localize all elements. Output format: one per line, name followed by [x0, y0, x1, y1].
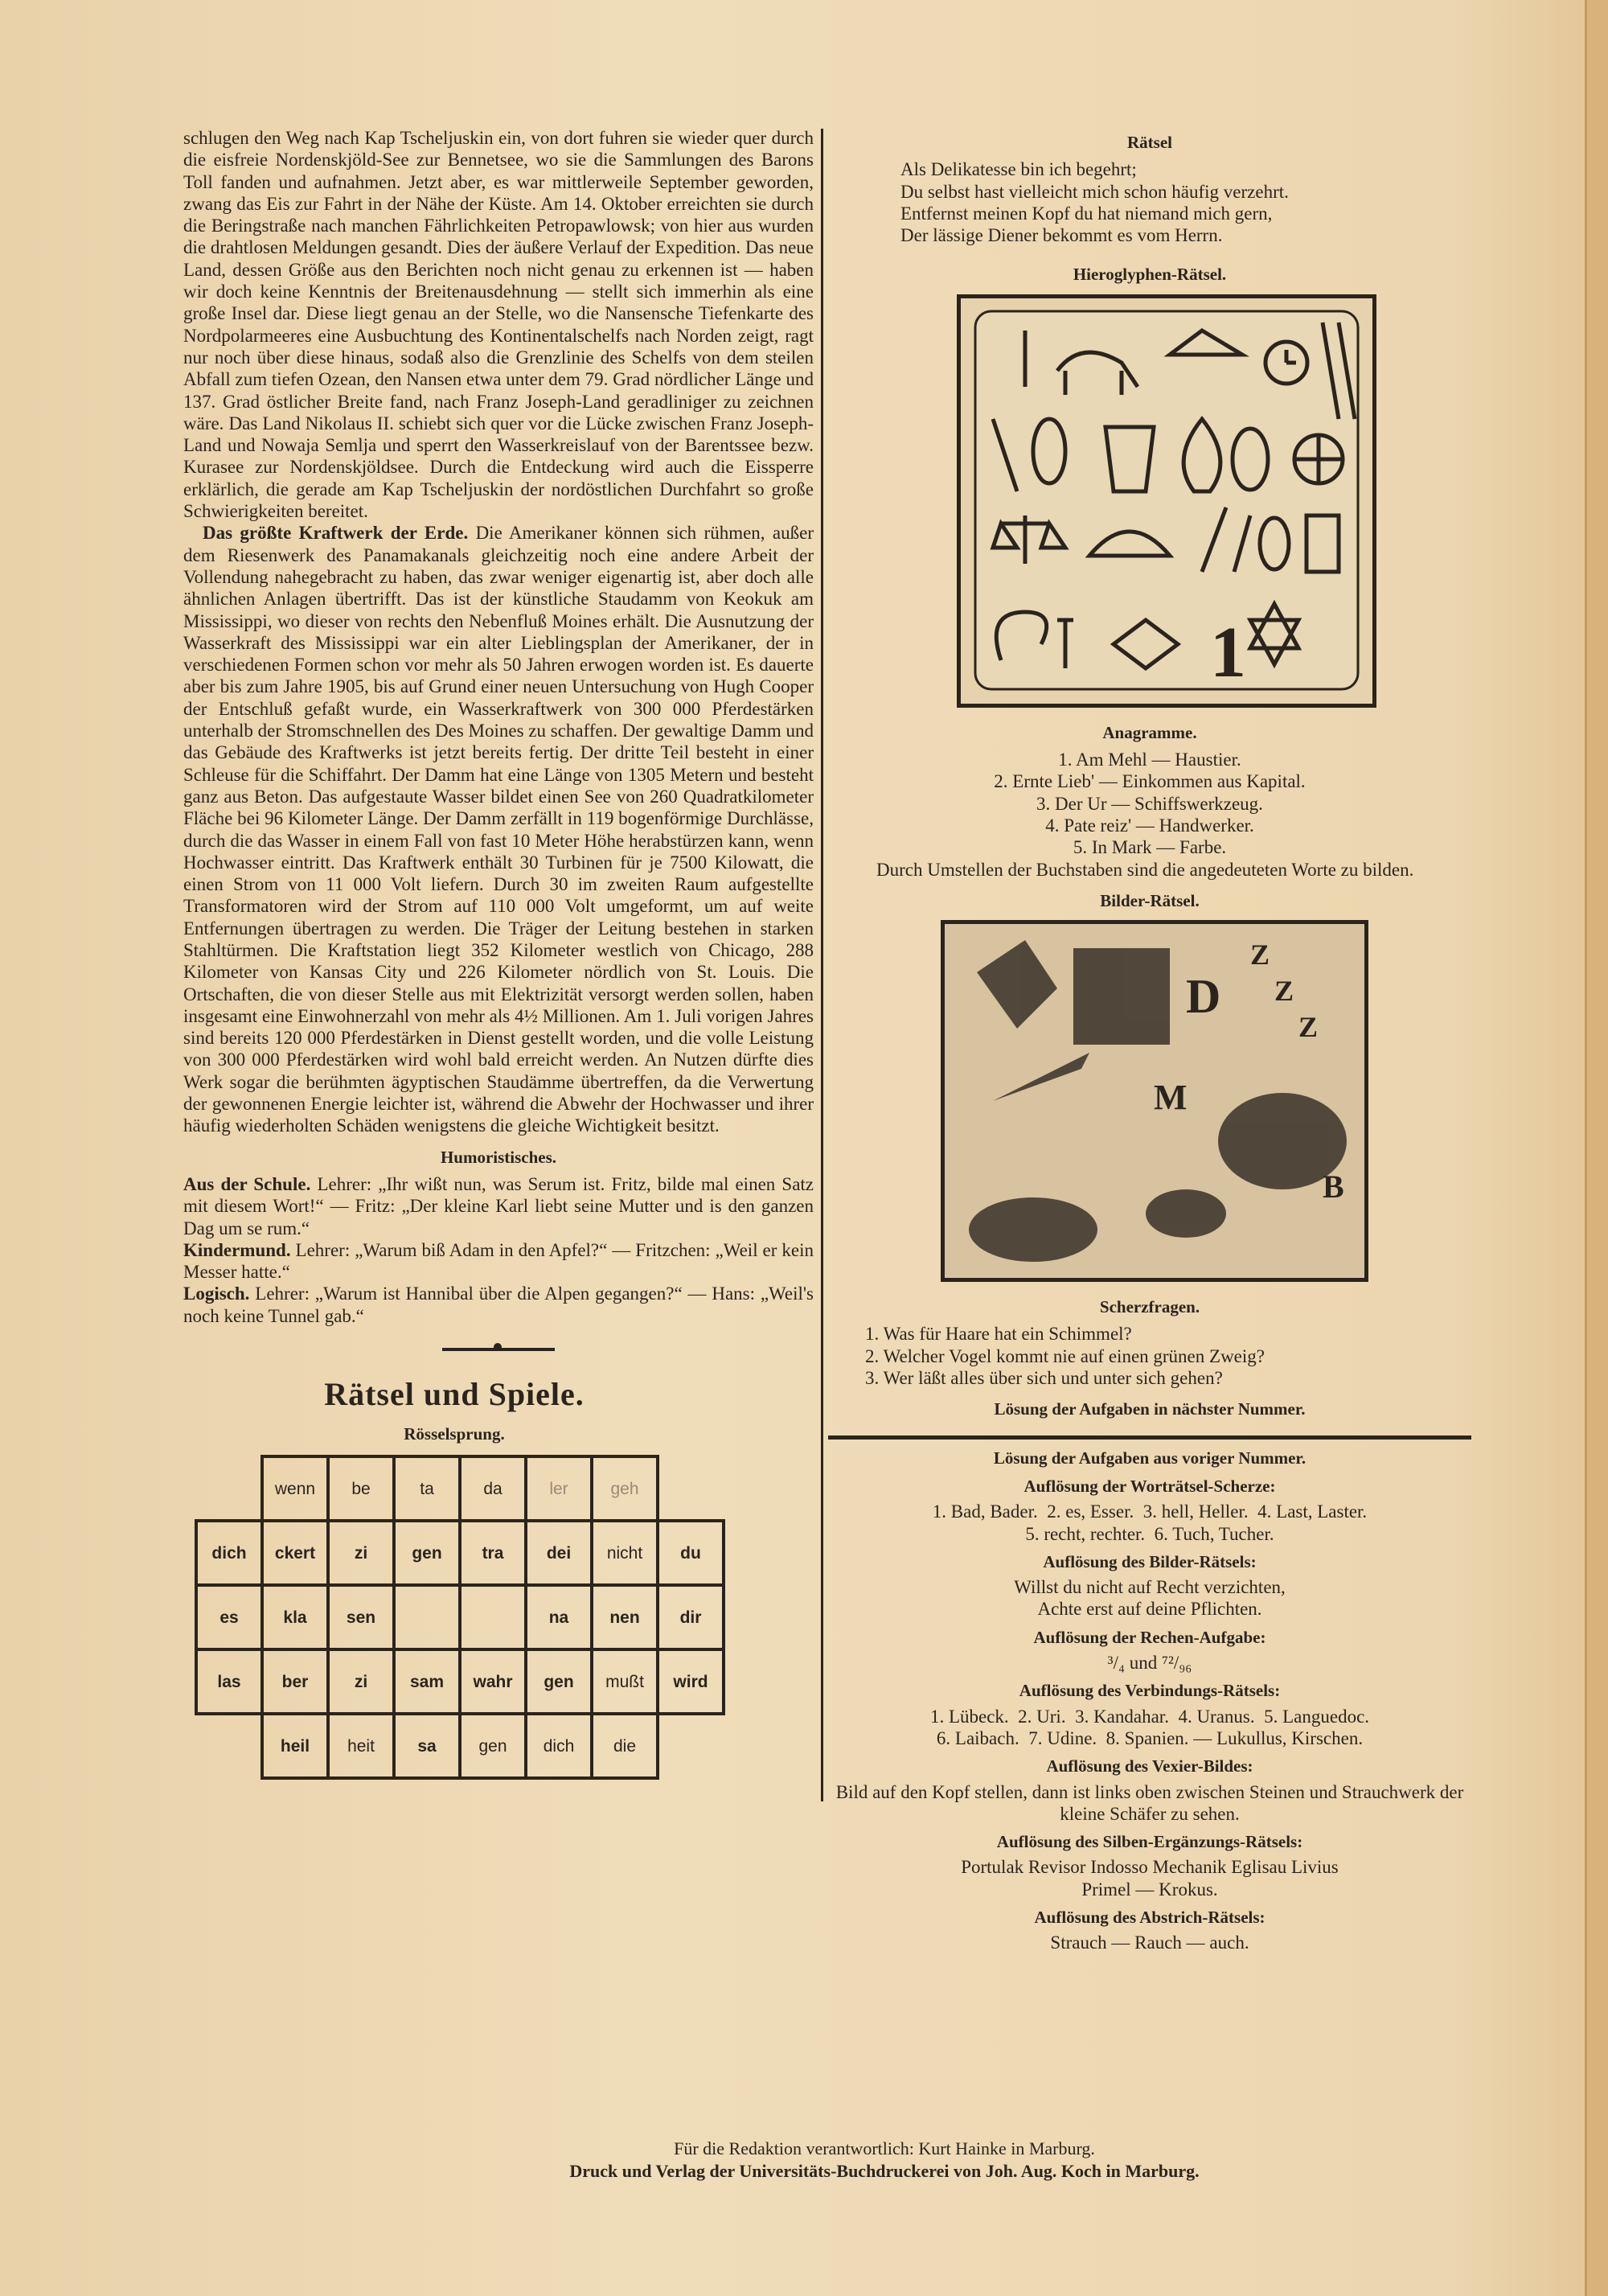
joke — [183, 1283, 814, 1327]
jest-item: 2. Welcher Vogel kommt nie auf einen grünen Zweig? — [865, 1345, 1265, 1366]
joke-text: Lehrer: „Ihr wißt nun, was Serum ist. Fritz, bilde mal einen Satz mit diesem Wort!“ — Fritz: „Der kleine Karl liebt seine Mutter und is den ganzen Dag um se rum.“ — [183, 1173, 814, 1238]
solution-heading: Auflösung des Silben-Ergänzungs-Rätsels: — [996, 1832, 1303, 1852]
jest-list — [828, 1323, 1471, 1389]
hieroglyph-puzzle-image — [957, 294, 1376, 708]
letter-glyph: Z — [1298, 1011, 1319, 1044]
kraftwerk-article — [183, 522, 814, 1136]
anagram-item: 2. Ernte Lieb' — Einkommen aus Kapital. — [994, 771, 1306, 792]
grid-cell: nen — [592, 1585, 658, 1649]
grid-cell: gen — [394, 1521, 460, 1585]
left-column — [183, 127, 814, 1780]
solution-heading: Auflösung des Vexier-Bildes: — [1046, 1756, 1253, 1776]
grid-cell: da — [460, 1456, 526, 1521]
grid-cell: ler — [526, 1456, 592, 1521]
solution-heading: Auflösung des Abstrich-Rätsels: — [1034, 1907, 1265, 1927]
grid-cell: sen — [328, 1585, 394, 1649]
verse-line: Der lässige Diener bekommt es vom Herrn. — [900, 225, 1223, 246]
letter-glyph: M — [1154, 1078, 1188, 1118]
grid-cell: zi — [328, 1521, 394, 1585]
page-edge — [1585, 0, 1608, 2296]
grid-row — [196, 1585, 724, 1649]
grid-cell: dei — [526, 1521, 592, 1585]
grid-gap — [196, 1456, 262, 1521]
hieroglyph-heading: Hieroglyphen-Rätsel. — [1073, 265, 1227, 285]
grid-gap — [196, 1714, 262, 1778]
next-issue-note: Lösung der Aufgaben in nächster Nummer. — [994, 1399, 1306, 1419]
riddle-heading: Rätsel — [1127, 133, 1172, 152]
grid-cell: mußt — [592, 1649, 658, 1714]
solution-line: Portulak Revisor Indosso Mechanik Eglisau Livius — [961, 1857, 1339, 1878]
solution-line: Willst du nicht auf Recht verzichten, — [1014, 1577, 1286, 1598]
grid-cell: ta — [394, 1456, 460, 1521]
knight-puzzle-grid — [195, 1455, 725, 1780]
expedition-article: schlugen den Weg nach Kap Tscheljuskin ein, von dort fuhren sie wieder quer durch die eisfreie Nordenskjöld-See zur Bennetsee, wo sie die Sammlungen des Barons Toll fanden und aufnahmen. Jetzt aber, es war mittlerweile September geworden, zwang das Eis zur Fahrt in der Nähe der Küste. Am 14. Oktober erreichten sie durch die Beringstraße nach manchen Fährlichkeiten Petropawlowsk; von hier aus wurden die drahtlosen Meldungen gesandt. Dies der äußere Verlauf der Expedition. Das neue Land, dessen Größe aus den Berichten noch nicht genau zu erkennen ist — haben wir doch keine Kenntnis der Breitenausdehnung — stellt sich immerhin als eine große Insel dar. Diese liegt genau an der Stelle, wo die Nansensche Tiefenkarte des Nordpolarmeeres eine Ausbuchtung des Kontinentalschelfs nach Norden zeigt, ragt nur noch über diese hinaus, sodaß also die Grenzlinie des Schelfs von dem steilen Abfall zum tiefen Ozean, den Nansen etwa unter dem 79. Grad nördlicher Länge und 137. Grad östlicher Breite fand, nach Franz Joseph-Land geradliniger zu zeichnen wäre. Das Land Nikolaus II. schiebt sich quer vor die Lücke zwischen Franz Joseph-Land und Nowaja Semlja und sperrt den Wasserkreislauf von der Barentssee bezw. Kurasee zur Nordenskjöldsee. Durch die Entdeckung wird auch die Eissperre erklärlich, die gerade am Kap Tscheljuskin der nordöstlichen Durchfahrt so große Schwierigkeiten bereitet. — [183, 128, 814, 522]
joke-title: Kindermund. — [183, 1239, 291, 1260]
anagram-instruction: Durch Umstellen der Buchstaben sind die angedeuteten Worte zu bilden. — [876, 859, 1414, 880]
grid-cell: du — [658, 1521, 724, 1585]
grid-cell: wird — [658, 1649, 724, 1714]
grid-cell: nicht — [592, 1521, 658, 1585]
solution-line: 1. Lübeck. 2. Uri. 3. Kandahar. 4. Uranus. 5. Languedoc. — [929, 1706, 1370, 1727]
picture-puzzle-heading: Bilder-Rätsel. — [1100, 890, 1200, 910]
letter-glyph: D — [1186, 970, 1221, 1024]
grid-row — [196, 1456, 724, 1521]
solution-line: 6. Laibach. 7. Udine. 8. Spanien. — Lukullus, Kirschen. — [936, 1727, 1364, 1748]
picture-puzzle-drawing — [945, 924, 1364, 1278]
grid-cell: geh — [592, 1456, 658, 1521]
grid-cell: be — [328, 1456, 394, 1521]
joke — [183, 1173, 814, 1239]
solution-line: ³/₄ und ⁷²/₉₆ — [1107, 1653, 1192, 1674]
imprint — [322, 2138, 1447, 2183]
grid-cell: ber — [262, 1649, 328, 1714]
solution-heading: Auflösung des Verbindungs-Rätsels: — [1019, 1681, 1281, 1701]
grid-gap — [658, 1456, 724, 1521]
grid-cell: wahr — [460, 1649, 526, 1714]
solutions-section — [828, 1448, 1471, 1954]
verse-line: Als Delikatesse bin ich begehrt; — [900, 159, 1137, 180]
grid-cell: dich — [526, 1714, 592, 1778]
knight-puzzle-title: Rösselsprung. — [404, 1424, 505, 1444]
grid-cell: gen — [460, 1714, 526, 1778]
solution-line: Primel — Krokus. — [1081, 1879, 1218, 1900]
publisher-line: Druck und Verlag der Universitäts-Buchdruckerei von Joh. Aug. Koch in Marburg. — [569, 2161, 1200, 2181]
grid-row — [196, 1521, 724, 1585]
grid-cell: heil — [262, 1714, 328, 1778]
editor-line: Für die Redaktion verantwortlich: Kurt Hainke in Marburg. — [674, 2138, 1095, 2158]
grid-row — [196, 1649, 724, 1714]
hat-icon — [1146, 1189, 1226, 1238]
ornament-divider — [442, 1348, 555, 1351]
jest-item: 1. Was für Haare hat ein Schimmel? — [865, 1324, 1132, 1345]
solution-heading: Auflösung der Rechen-Aufgabe: — [1033, 1627, 1266, 1647]
jest-item: 3. Wer läßt alles über sich und unter sich gehen? — [865, 1368, 1223, 1389]
anagram-list — [828, 749, 1471, 858]
anagram-item: 3. Der Ur — Schiffswerkzeug. — [1036, 793, 1263, 814]
joke-title: Aus der Schule. — [183, 1173, 311, 1194]
article-body: Die Amerikaner können sich rühmen, außer dem Riesenwerk des Panamakanals gleichzeitig noch eine andere Arbeit der Vollendung nahegebracht zu haben, das zwar weniger eigenartig ist, aber doch alle ähnlichen Anlagen übertrifft. Das ist der künstliche Staudamm von Keokuk am Mississippi, wo dieser von rechts den Nebenfluß Moines erhält. Die Ausnutzung der Wasserkraft des Mississippi war ein alter Lieblingsplan der Amerikaner, der in verschiedenen Formen schon vor mehr als 50 Jahren erwogen worden ist. Es dauerte aber bis zum Jahre 1905, bis auf Grund einer neuen Untersuchung von Hugh Cooper der Entschluß gefaßt wurde, ein Wasserkraftwerk von 300 000 Pferdestärken unterhalb der Stromschnellen des Des Moines zu schaffen. Der gewaltige Damm und das Gebäude des Kraftwerks ist jetzt bereits fertig. Der dritte Teil besteht in einer Schleuse für die Schiffahrt. Der Damm hat eine Länge von 1305 Metern und besteht ganz aus Beton. Das aufgestaute Wasser bildet einen See von 260 Quadratkilometer Fläche bei 96 Kilometer Länge. Der Damm zerfällt in 119 bogenförmige Durchlässe, durch die das Wasser in einem Fall von fast 10 Meter Höhe herabstürzen kann, wenn Hochwasser eintritt. Das Kraftwerk enthält 30 Turbinen für je 7500 Kilowatt, die einen Strom von 11 000 Volt liefern. Durch 30 im zweiten Raum aufgestellte Transformatoren wird der Strom auf 110 000 Volt umgeformt, um auf weite Entfernungen übertragen zu werden. Die Träger der Leitung bestehen in starken Stahltürmen. Die Kraftstation liegt 352 Kilometer westlich von Chicago, 288 Kilometer von Kansas City und 226 Kilometer nördlich von St. Louis. Die Ortschaften, die von dieser Stelle aus mit Elektrizität versorgt werden sollen, haben insgesamt eine Einwohnerzahl von mehr als 4½ Millionen. Am 1. Juli vorigen Jahres sind bereits 120 000 Pferdestärken in Dienst gestellt worden, und die volle Leistung von 300 000 Pferdestärken wird wohl bald erreicht werden. An Nutzen dürfte dies Werk sogar die berühmten ägyptischen Staudämme übertreffen, da die Verwertung der gewonnenen Energie leichter ist, während die Abwehr der Hochwasser und ihrer häufig wiederholten Schäden wenigstens die gleiche Wichtigkeit besitzt. — [183, 523, 814, 1136]
grid-cell: es — [196, 1585, 262, 1649]
grid-cell: gen — [526, 1649, 592, 1714]
joke-text: Lehrer: „Warum biß Adam in den Apfel?“ — Fritzchen: „Weil er kein Messer hatte.“ — [183, 1239, 814, 1283]
verse-line: Du selbst hast vielleicht mich schon häufig verzehrt. — [900, 181, 1289, 202]
grid-gap — [658, 1714, 724, 1778]
letter-glyph: Z — [1274, 975, 1294, 1008]
column-divider — [821, 129, 823, 1801]
grid-cell: heit — [328, 1714, 394, 1778]
anagram-item: 1. Am Mehl — Haustier. — [1058, 750, 1241, 770]
grid-cell — [460, 1585, 526, 1649]
grid-cell: zi — [328, 1649, 394, 1714]
solution-heading: Auflösung des Bilder-Rätsels: — [1043, 1551, 1257, 1571]
riddle-verse — [828, 158, 1471, 246]
grid-cell: sa — [394, 1714, 460, 1778]
grid-cell: na — [526, 1585, 592, 1649]
solution-line: Achte erst auf deine Pflichten. — [1037, 1599, 1262, 1620]
grid-cell: dich — [196, 1521, 262, 1585]
grid-cell: tra — [460, 1521, 526, 1585]
picture-puzzle-image — [941, 920, 1368, 1282]
grid-cell: die — [592, 1714, 658, 1778]
hedgehog-icon — [969, 1197, 1097, 1262]
grid-cell: ckert — [262, 1521, 328, 1585]
brick-wall-icon — [1073, 948, 1170, 1045]
section-rule — [828, 1436, 1471, 1440]
grid-cell: wenn — [262, 1456, 328, 1521]
letter-glyph: B — [1323, 1169, 1344, 1206]
grid-cell: dir — [658, 1585, 724, 1649]
solution-line: 5. recht, rechter. 6. Tuch, Tucher. — [1025, 1523, 1274, 1544]
article-lead: Das größte Kraftwerk der Erde. — [203, 523, 469, 544]
number-glyph: 1 — [1210, 612, 1246, 692]
anagram-heading: Anagramme. — [1102, 722, 1197, 742]
joke — [183, 1239, 814, 1284]
letter-glyph: Z — [1250, 939, 1270, 971]
grid-cell — [394, 1585, 460, 1649]
anagram-item: 5. In Mark — Farbe. — [1073, 837, 1227, 858]
joke-title: Logisch. — [183, 1284, 250, 1304]
grid-row — [196, 1714, 724, 1778]
solution-heading: Auflösung der Worträtsel-Scherze: — [1023, 1476, 1276, 1496]
right-column — [828, 129, 1471, 1954]
grid-cell: kla — [262, 1585, 328, 1649]
section-title: Rätsel und Spiele. — [324, 1376, 585, 1413]
solution-line: 1. Bad, Bader. 2. es, Esser. 3. hell, Heller. 4. Last, Laster. — [932, 1501, 1368, 1522]
joke-text: Lehrer: „Warum ist Hannibal über die Alpen gegangen?“ — Hans: „Weil's noch keine Tunnel gab.“ — [183, 1284, 814, 1326]
verse-line: Entfernst meinen Kopf du hat niemand mich gern, — [900, 203, 1273, 224]
grid-cell: las — [196, 1649, 262, 1714]
anagram-item: 4. Pate reiz' — Handwerker. — [1045, 815, 1254, 836]
solution-line: Strauch — Rauch — auch. — [1050, 1933, 1249, 1953]
solution-line: Bild auf den Kopf stellen, dann ist links oben zwischen Steinen und Strauchwerk der kleine Schäfer zu sehen. — [835, 1781, 1469, 1824]
hieroglyph-drawing — [961, 298, 1372, 704]
jest-heading: Scherzfragen. — [1099, 1297, 1200, 1317]
humor-heading: Humoristisches. — [440, 1147, 557, 1167]
grid-cell: sam — [394, 1649, 460, 1714]
solutions-heading: Lösung der Aufgaben aus voriger Nummer. — [993, 1448, 1306, 1468]
